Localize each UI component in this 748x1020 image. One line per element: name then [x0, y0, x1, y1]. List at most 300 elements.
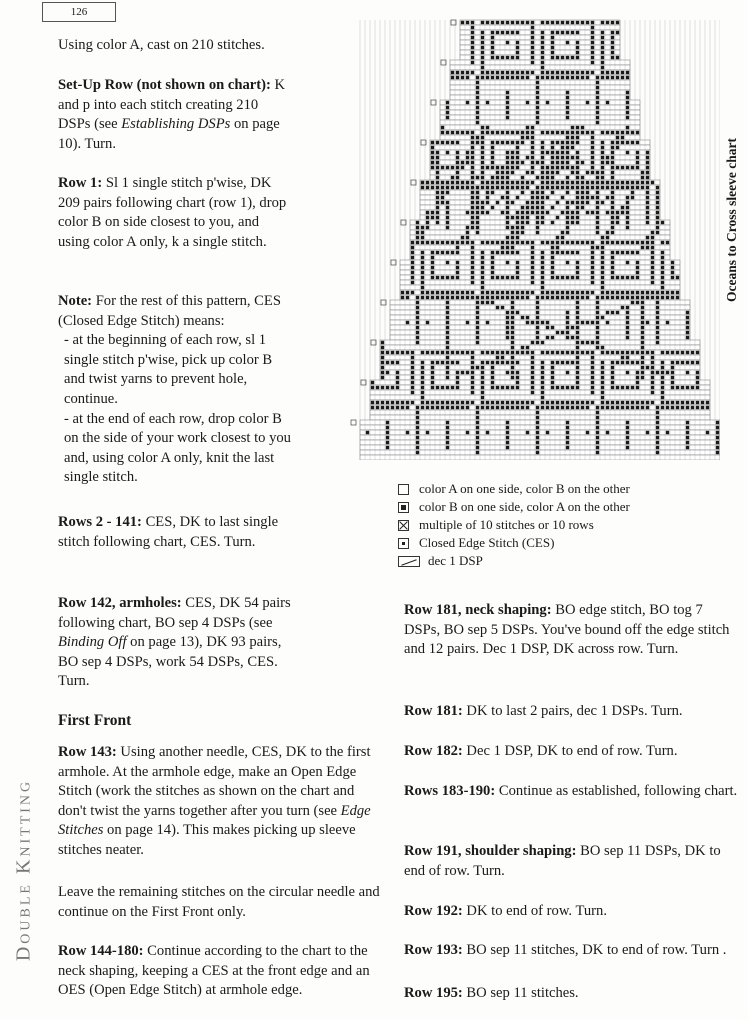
- chart-stitch: [596, 116, 599, 119]
- chart-stitch: [461, 296, 464, 299]
- chart-stitch: [636, 371, 639, 374]
- chart-stitch: [571, 31, 574, 34]
- chart-stitch: [716, 421, 719, 424]
- row-143-label: Row 143:: [58, 744, 117, 760]
- chart-stitch: [576, 56, 579, 59]
- chart-stitch: [591, 56, 594, 59]
- chart-stitch: [551, 146, 554, 149]
- chart-stitch: [516, 241, 519, 244]
- chart-stitch: [661, 256, 664, 259]
- chart-stitch: [461, 371, 464, 374]
- chart-stitch: [496, 386, 499, 389]
- chart-stitch: [456, 246, 459, 249]
- chart-stitch: [576, 381, 579, 384]
- chart-stitch: [586, 76, 589, 79]
- chart-stitch: [436, 186, 439, 189]
- chart-stitch: [591, 376, 594, 379]
- chart-stitch: [596, 121, 599, 124]
- chart-stitch: [491, 261, 494, 264]
- chart-stitch: [516, 56, 519, 59]
- chart-stitch: [531, 136, 534, 139]
- chart-stitch: [611, 131, 614, 134]
- chart-stitch: [601, 276, 604, 279]
- chart-stitch: [426, 216, 429, 219]
- chart-stitch: [606, 351, 609, 354]
- chart-stitch: [436, 201, 439, 204]
- chart-stitch: [621, 131, 624, 134]
- chart-stitch: [641, 351, 644, 354]
- chart-stitch: [481, 186, 484, 189]
- chart-stitch: [591, 51, 594, 54]
- chart-stitch: [481, 281, 484, 284]
- chart-stitch: [506, 71, 509, 74]
- chart-stitch: [551, 221, 554, 224]
- chart-stitch: [591, 61, 594, 64]
- chart-stitch: [551, 386, 554, 389]
- chart-stitch: [391, 361, 394, 364]
- chart-stitch: [386, 371, 389, 374]
- chart-stitch: [576, 206, 579, 209]
- chart-stitch: [636, 301, 639, 304]
- chart-stitch: [461, 71, 464, 74]
- chart-stitch: [511, 321, 514, 324]
- chart-stitch: [476, 106, 479, 109]
- chart-stitch: [626, 186, 629, 189]
- chart-stitch: [551, 31, 554, 34]
- chart-stitch: [421, 266, 424, 269]
- chart-stitch: [536, 101, 539, 104]
- chart-stitch: [496, 21, 499, 24]
- chart-stitch: [506, 421, 509, 424]
- chart-stitch: [416, 416, 419, 419]
- chart-stitch: [516, 231, 519, 234]
- chart-stitch: [476, 221, 479, 224]
- chart-stitch: [646, 186, 649, 189]
- chart-stitch: [576, 41, 579, 44]
- legend-item: Closed Edge Stitch (CES): [398, 534, 630, 552]
- chart-stitch: [461, 76, 464, 79]
- chart-stitch: [511, 56, 514, 59]
- chart-stitch: [651, 181, 654, 184]
- chart-stitch: [556, 161, 559, 164]
- chart-stitch: [481, 386, 484, 389]
- chart-stitch: [471, 291, 474, 294]
- chart-stitch: [471, 26, 474, 29]
- chart-stitch: [671, 361, 674, 364]
- chart-stitch: [491, 366, 494, 369]
- chart-stitch: [541, 56, 544, 59]
- chart-stitch: [551, 171, 554, 174]
- chart-stitch: [526, 401, 529, 404]
- chart-stitch: [441, 126, 444, 129]
- chart-stitch: [601, 391, 604, 394]
- chart-stitch: [566, 226, 569, 229]
- chart-stitch: [446, 181, 449, 184]
- ces-note: Note: For the rest of this pattern, CES (Closed Edge Stitch) means: - at the beginning of each row, sl 1 single stitch p'wise, pick up color B and twist yarns to prevent hole, continue. - at the end of each row, drop color B on the side of your work closest to you and, using color A only, knit the last single stitch.: [58, 292, 294, 488]
- chart-stitch: [546, 186, 549, 189]
- chart-stitch: [396, 386, 399, 389]
- chart-stitch: [446, 376, 449, 379]
- chart-stitch: [456, 371, 459, 374]
- chart-stitch: [416, 331, 419, 334]
- chart-stitch: [481, 366, 484, 369]
- chart-stitch: [631, 291, 634, 294]
- chart-stitch: [446, 101, 449, 104]
- chart-stitch: [536, 116, 539, 119]
- chart-stitch: [381, 346, 384, 349]
- row-192-label: Row 192:: [404, 903, 463, 919]
- chart-stitch: [471, 386, 474, 389]
- chart-stitch: [466, 21, 469, 24]
- chart-stitch: [536, 306, 539, 309]
- chart-stitch: [476, 316, 479, 319]
- chart-stitch: [531, 126, 534, 129]
- chart-stitch: [566, 111, 569, 114]
- chart-stitch: [561, 196, 564, 199]
- chart-stitch: [481, 31, 484, 34]
- chart-stitch: [431, 361, 434, 364]
- chart-stitch: [476, 121, 479, 124]
- chart-stitch: [391, 406, 394, 409]
- chart-stitch: [471, 31, 474, 34]
- chart-stitch: [506, 181, 509, 184]
- chart-stitch: [606, 131, 609, 134]
- chart-stitch: [411, 241, 414, 244]
- chart-stitch: [546, 101, 549, 104]
- chart-stitch: [446, 131, 449, 134]
- chart-stitch: [591, 261, 594, 264]
- chart-stitch: [691, 386, 694, 389]
- chart-stitch: [586, 291, 589, 294]
- chart-stitch: [456, 141, 459, 144]
- chart-stitch: [546, 351, 549, 354]
- chart-stitch: [436, 176, 439, 179]
- chart-stitch: [501, 356, 504, 359]
- rows-144-180-label: Row 144-180:: [58, 943, 144, 959]
- chart-stitch: [616, 76, 619, 79]
- chart-stitch: [576, 311, 579, 314]
- chart-stitch: [546, 296, 549, 299]
- chart-stitch: [626, 261, 629, 264]
- chart-stitch: [506, 241, 509, 244]
- chart-stitch: [421, 181, 424, 184]
- chart-stitch: [611, 271, 614, 274]
- chart-stitch: [561, 56, 564, 59]
- chart-stitch: [546, 196, 549, 199]
- chart-stitch: [511, 236, 514, 239]
- chart-stitch: [471, 261, 474, 264]
- chart-stitch: [651, 251, 654, 254]
- chart-stitch: [531, 61, 534, 64]
- chart-stitch: [531, 26, 534, 29]
- chart-stitch: [626, 201, 629, 204]
- chart-stitch: [471, 46, 474, 49]
- chart-stitch: [501, 406, 504, 409]
- chart-stitch: [516, 161, 519, 164]
- chart-stitch: [541, 406, 544, 409]
- chart-stitch: [466, 161, 469, 164]
- chart-stitch: [576, 376, 579, 379]
- chart-stitch: [471, 296, 474, 299]
- chart-stitch: [666, 401, 669, 404]
- chart-stitch: [636, 161, 639, 164]
- chart-stitch: [581, 76, 584, 79]
- chart-stitch: [496, 201, 499, 204]
- decrease-icon: [398, 556, 420, 567]
- chart-stitch: [446, 296, 449, 299]
- chart-stitch: [566, 76, 569, 79]
- chart-stitch: [481, 361, 484, 364]
- chart-stitch: [566, 386, 569, 389]
- chart-stitch: [481, 161, 484, 164]
- chart-stitch: [636, 296, 639, 299]
- cast-on-instruction: Using color A, cast on 210 stitches.: [58, 37, 265, 53]
- chart-stitch: [436, 351, 439, 354]
- chart-stitch: [461, 131, 464, 134]
- chart-stitch: [661, 366, 664, 369]
- chart-stitch: [421, 381, 424, 384]
- chart-stitch: [486, 21, 489, 24]
- chart-stitch: [551, 261, 554, 264]
- chart-stitch: [541, 51, 544, 54]
- chart-stitch: [591, 166, 594, 169]
- chart-stitch: [476, 446, 479, 449]
- chart-stitch: [661, 251, 664, 254]
- chart-stitch: [446, 326, 449, 329]
- chart-stitch: [586, 401, 589, 404]
- chart-stitch: [516, 376, 519, 379]
- chart-stitch: [431, 261, 434, 264]
- chart-stitch: [571, 136, 574, 139]
- chart-stitch: [651, 256, 654, 259]
- chart-stitch: [506, 191, 509, 194]
- chart-stitch: [541, 171, 544, 174]
- chart-stitch: [651, 356, 654, 359]
- chart-stitch: [401, 406, 404, 409]
- chart-stitch: [476, 91, 479, 94]
- chart-stitch: [651, 231, 654, 234]
- chart-stitch: [561, 231, 564, 234]
- chart-stitch: [646, 406, 649, 409]
- chart-stitch: [451, 401, 454, 404]
- chart-stitch: [436, 191, 439, 194]
- chart-stitch: [626, 131, 629, 134]
- chart-stitch: [516, 406, 519, 409]
- chart-stitch: [531, 401, 534, 404]
- chart-stitch: [471, 376, 474, 379]
- chart-edge-marker: [371, 340, 376, 345]
- chart-stitch: [611, 351, 614, 354]
- chart-stitch: [511, 366, 514, 369]
- chart-stitch: [656, 211, 659, 214]
- chart-stitch: [656, 451, 659, 454]
- chart-stitch: [571, 146, 574, 149]
- chart-stitch: [496, 291, 499, 294]
- chart-stitch: [591, 371, 594, 374]
- chart-stitch: [601, 366, 604, 369]
- chart-stitch: [631, 251, 634, 254]
- chart-stitch: [596, 186, 599, 189]
- chart-stitch: [471, 141, 474, 144]
- chart-stitch: [531, 191, 534, 194]
- chart-stitch: [566, 151, 569, 154]
- chart-stitch: [656, 326, 659, 329]
- chart-stitch: [491, 376, 494, 379]
- chart-stitch: [506, 261, 509, 264]
- chart-stitch: [506, 31, 509, 34]
- chart-stitch: [521, 176, 524, 179]
- chart-stitch: [636, 151, 639, 154]
- chart-stitch: [431, 241, 434, 244]
- chart-stitch: [606, 401, 609, 404]
- chart-stitch: [611, 21, 614, 24]
- chart-stitch: [426, 296, 429, 299]
- chart-stitch: [511, 246, 514, 249]
- chart-stitch: [441, 196, 444, 199]
- chart-stitch: [541, 386, 544, 389]
- chart-stitch: [611, 241, 614, 244]
- chart-stitch: [631, 196, 634, 199]
- chart-stitch: [621, 296, 624, 299]
- chart-stitch: [656, 221, 659, 224]
- chart-stitch: [641, 306, 644, 309]
- chart-stitch: [531, 211, 534, 214]
- chart-stitch: [476, 451, 479, 454]
- chart-stitch: [446, 151, 449, 154]
- chart-stitch: [446, 211, 449, 214]
- chart-stitch: [656, 301, 659, 304]
- chart-stitch: [416, 451, 419, 454]
- chart-stitch: [686, 351, 689, 354]
- chart-stitch: [636, 131, 639, 134]
- chart-stitch: [641, 186, 644, 189]
- chart-stitch: [601, 351, 604, 354]
- chart-stitch: [631, 296, 634, 299]
- chart-stitch: [636, 141, 639, 144]
- chart-stitch: [436, 156, 439, 159]
- chart-stitch: [576, 366, 579, 369]
- chart-stitch: [541, 361, 544, 364]
- chart-stitch: [456, 166, 459, 169]
- chart-stitch: [486, 166, 489, 169]
- chart-stitch: [576, 296, 579, 299]
- chart-stitch: [436, 221, 439, 224]
- chart-stitch: [651, 361, 654, 364]
- chart-stitch: [611, 251, 614, 254]
- chart-stitch: [566, 211, 569, 214]
- chart-stitch: [576, 71, 579, 74]
- chart-stitch: [626, 216, 629, 219]
- chart-stitch: [416, 236, 419, 239]
- chart-stitch: [691, 361, 694, 364]
- chart-stitch: [511, 171, 514, 174]
- chart-stitch: [661, 266, 664, 269]
- chart-stitch: [626, 221, 629, 224]
- chart-stitch: [471, 251, 474, 254]
- chart-stitch: [481, 151, 484, 154]
- chart-stitch: [671, 381, 674, 384]
- chart-stitch: [551, 336, 554, 339]
- chart-stitch: [626, 106, 629, 109]
- chart-stitch: [596, 216, 599, 219]
- chart-edge-marker: [351, 420, 356, 425]
- chart-stitch: [606, 406, 609, 409]
- chart-stitch: [381, 406, 384, 409]
- chart-stitch: [521, 221, 524, 224]
- chart-stitch: [576, 221, 579, 224]
- chart-stitch: [486, 321, 489, 324]
- chart-stitch: [421, 281, 424, 284]
- chart-stitch: [551, 401, 554, 404]
- chart-stitch: [461, 181, 464, 184]
- chart-stitch: [576, 401, 579, 404]
- chart-stitch: [611, 296, 614, 299]
- chart-stitch: [461, 161, 464, 164]
- chart-stitch: [531, 36, 534, 39]
- chart-stitch: [446, 201, 449, 204]
- chart-stitch: [521, 21, 524, 24]
- chart-stitch: [656, 446, 659, 449]
- chart-stitch: [506, 166, 509, 169]
- chart-stitch: [536, 341, 539, 344]
- chart-stitch: [601, 401, 604, 404]
- chart-stitch: [611, 221, 614, 224]
- chart-stitch: [536, 431, 539, 434]
- chart-stitch: [491, 161, 494, 164]
- chart-stitch: [471, 41, 474, 44]
- chart-stitch: [446, 106, 449, 109]
- chart-stitch: [406, 296, 409, 299]
- chart-stitch: [571, 386, 574, 389]
- chart-stitch: [451, 406, 454, 409]
- chart-stitch: [386, 361, 389, 364]
- chart-stitch: [411, 251, 414, 254]
- chart-stitch: [446, 111, 449, 114]
- chart-stitch: [611, 151, 614, 154]
- chart-stitch: [396, 361, 399, 364]
- chart-stitch: [456, 76, 459, 79]
- setup-row-label: Set-Up Row (not shown on chart):: [58, 77, 271, 93]
- chart-stitch: [606, 296, 609, 299]
- chart-stitch: [601, 46, 604, 49]
- chart-stitch: [481, 166, 484, 169]
- chart-stitch: [511, 401, 514, 404]
- chart-stitch: [651, 261, 654, 264]
- chart-stitch: [506, 56, 509, 59]
- chart-stitch: [626, 401, 629, 404]
- chart-stitch: [661, 351, 664, 354]
- chart-stitch: [611, 166, 614, 169]
- chart-stitch: [521, 351, 524, 354]
- chart-stitch: [611, 146, 614, 149]
- chart-stitch: [551, 51, 554, 54]
- chart-stitch: [676, 296, 679, 299]
- chart-stitch: [576, 216, 579, 219]
- chart-stitch: [476, 96, 479, 99]
- chart-stitch: [601, 371, 604, 374]
- chart-stitch: [626, 116, 629, 119]
- chart-stitch: [581, 126, 584, 129]
- chart-stitch: [611, 201, 614, 204]
- chart-stitch: [471, 176, 474, 179]
- chart-stitch: [446, 341, 449, 344]
- chart-stitch: [441, 361, 444, 364]
- chart-stitch: [651, 291, 654, 294]
- chart-stitch: [556, 361, 559, 364]
- chart-stitch: [591, 256, 594, 259]
- chart-stitch: [601, 31, 604, 34]
- chart-stitch: [636, 276, 639, 279]
